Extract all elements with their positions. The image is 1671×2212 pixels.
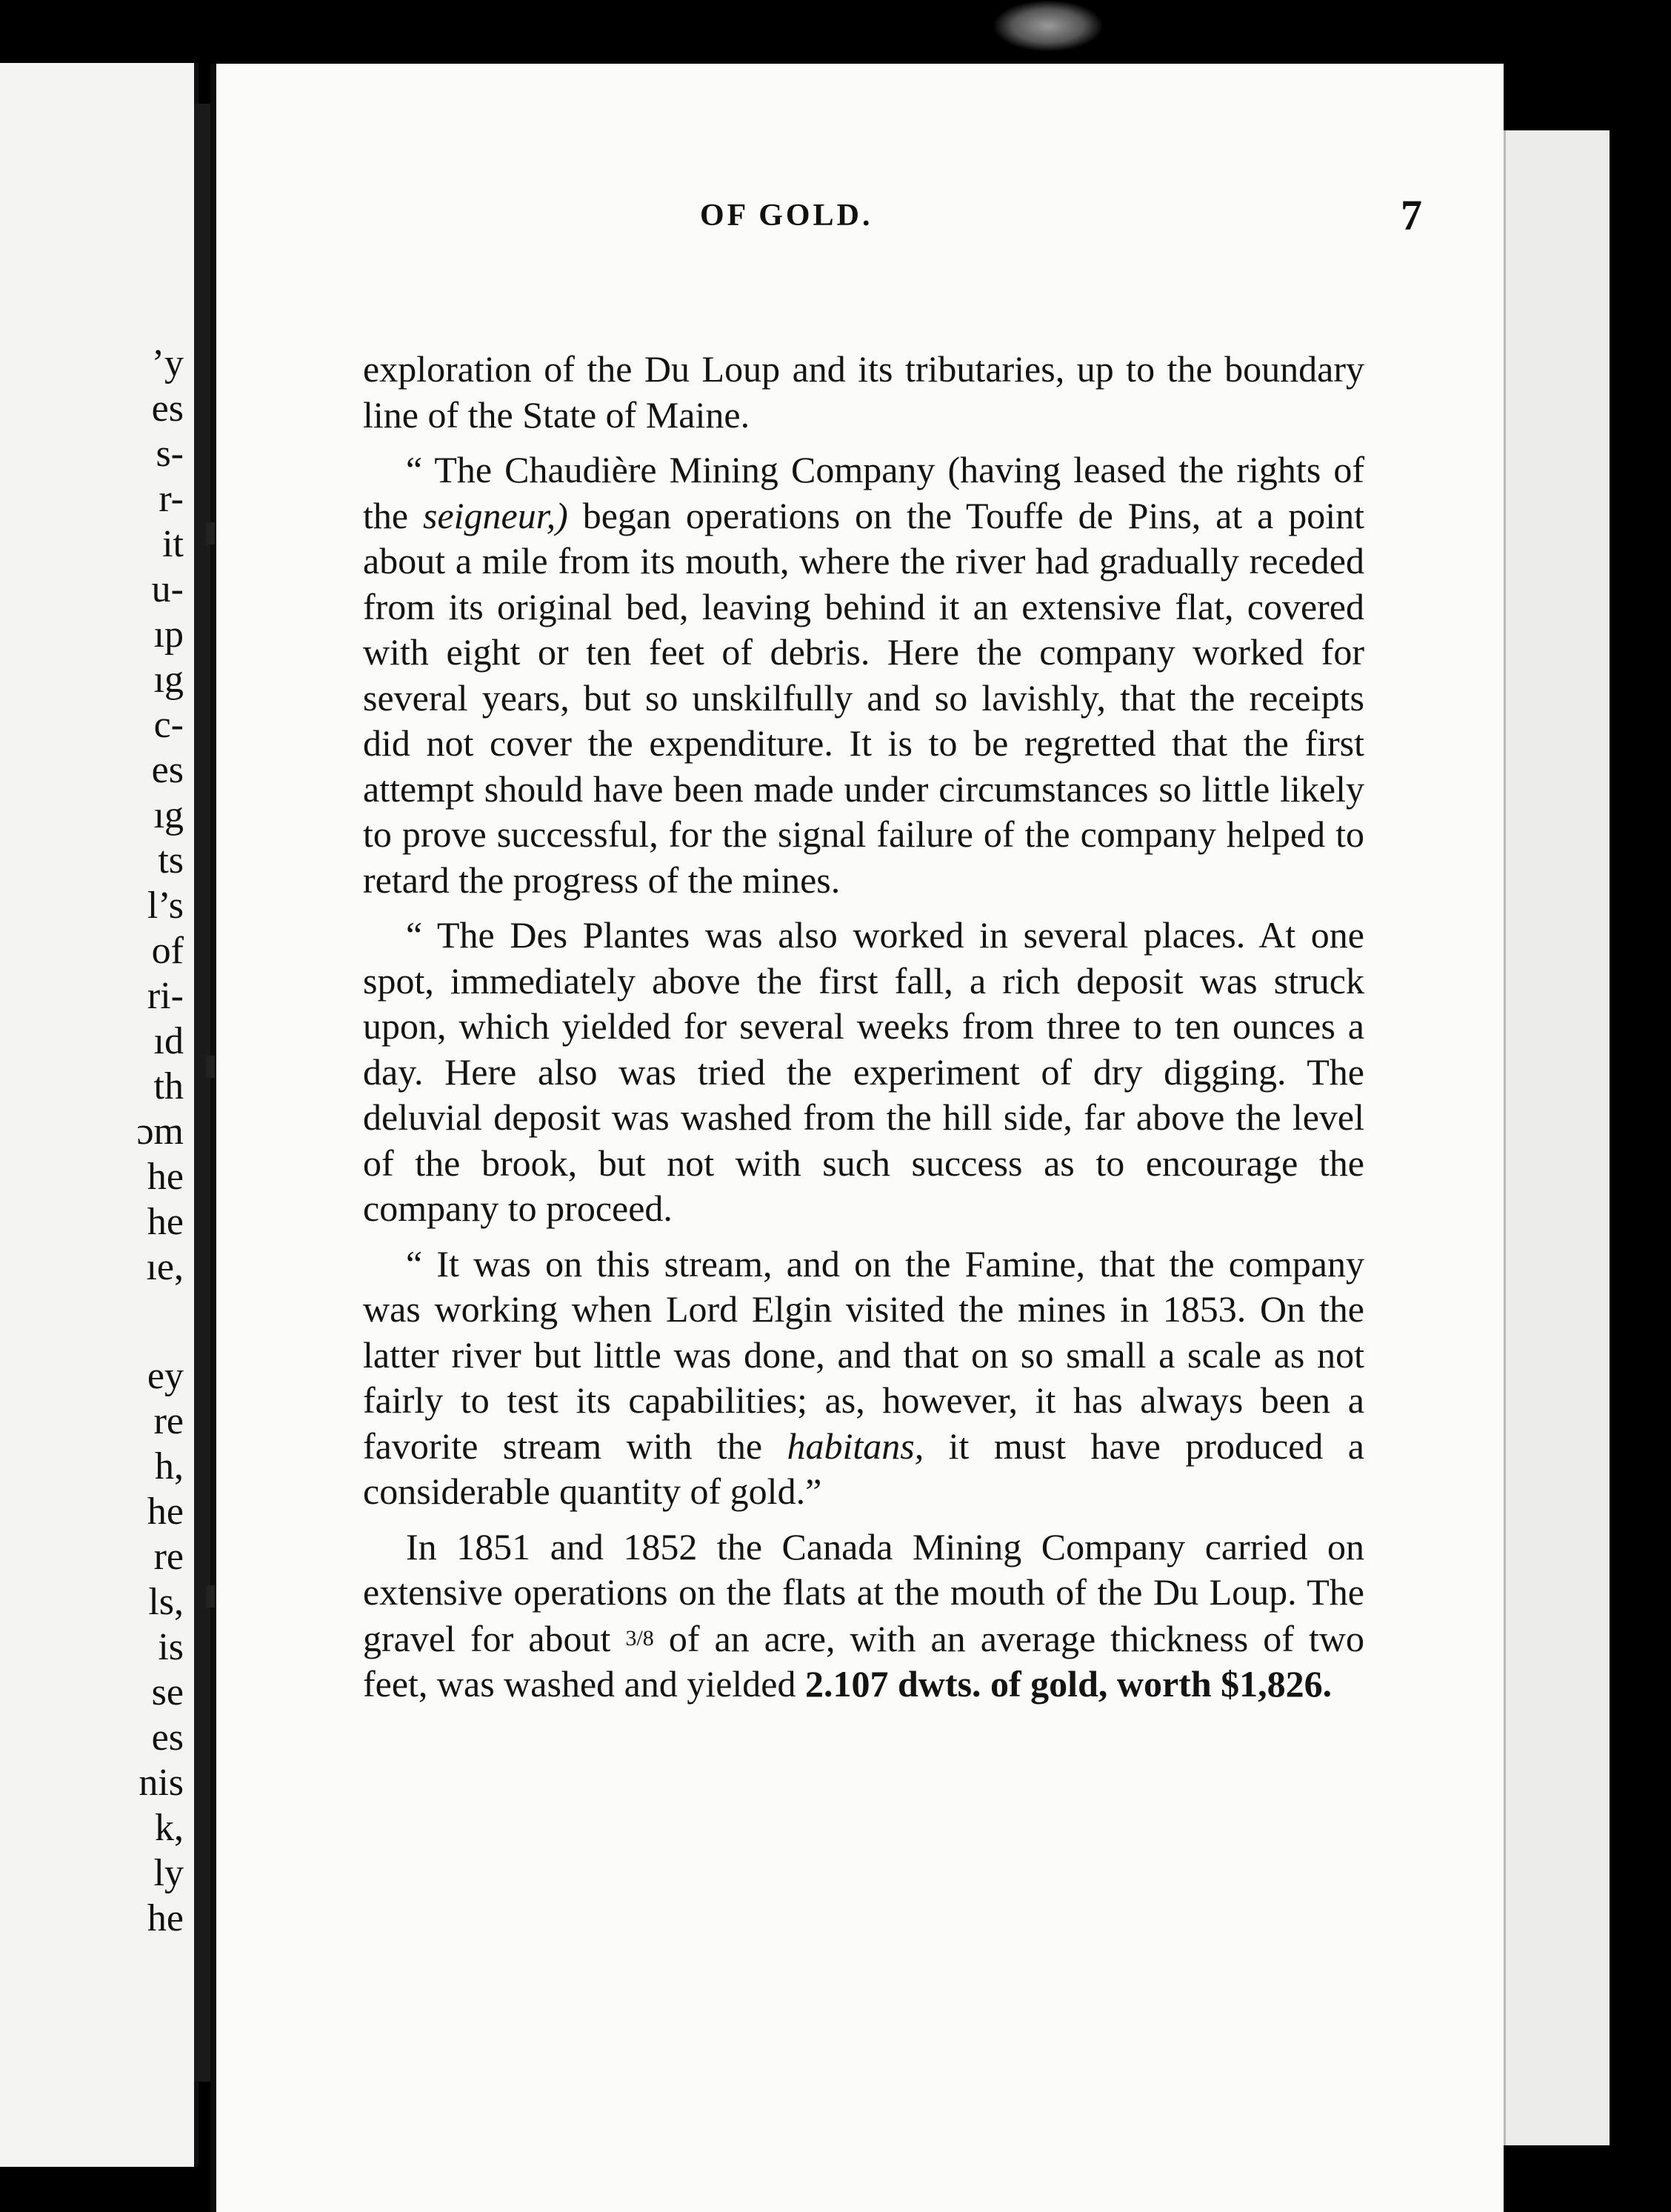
left-fragment: he <box>147 1490 184 1533</box>
paragraph-2-rest: began operations on the Touffe de Pins, at a point about a mile from its mouth, where the river had gradually receded from its original bed, leaving behind it an extensive flat, covered with eight or ten feet of debris. Here the company worked for several years, but so unskilfully and so lavishly, that the receipts did not cover the expenditure. It is to be regretted that the first attempt should have been made under circumstances so little likely to prove successful, for the signal failure of the company helped to retard the progress of the mines. <box>363 494 1365 901</box>
paragraph-4 <box>363 1242 1364 1515</box>
left-fragment: ’y <box>151 342 184 384</box>
left-fragment: ıe, <box>146 1246 184 1288</box>
left-fragment: he <box>147 1156 184 1198</box>
page-number: 7 <box>1401 191 1422 239</box>
left-fragment: ıg <box>153 794 184 836</box>
paragraph-4-text: “ It was on this stream, and on the Famine, that the company was working when Lord Elgin visited the mines in 1853. On the latter river but little was done, and that on so small a scale as not fairly to test its capabilities; as, however, it has always been a favorite stream with the <box>363 1242 1364 1467</box>
left-fragment: k, <box>155 1807 184 1849</box>
paragraph-4-italic: habitans, <box>787 1425 924 1467</box>
binding-mark <box>206 1056 215 1078</box>
left-fragment: of <box>151 930 184 972</box>
left-fragment: h, <box>155 1445 184 1488</box>
left-fragment: it <box>162 523 184 565</box>
paragraph-5-text: In 1851 and 1852 the Canada Mining Company carried on extensive operations on the flats at the mouth of the Du Loup. The gravel for about <box>363 1525 1364 1659</box>
page-edge <box>1504 130 1610 2145</box>
left-fragment: ly <box>153 1852 184 1894</box>
left-fragment: he <box>147 1201 184 1243</box>
left-fragment: he <box>147 1897 184 1939</box>
left-fragment: ɔm <box>136 1110 184 1153</box>
paragraph-2-text: “ The Chaudière Mining Company (having leased the rights of the <box>363 449 1364 536</box>
paragraph-5-mid: of an acre, with an average thickness of two feet, was washed and yielded <box>363 1617 1365 1705</box>
left-fragment: u- <box>151 568 184 610</box>
book-gutter <box>194 104 210 2082</box>
left-fragment: ls, <box>148 1581 184 1623</box>
binding-mark <box>206 1585 215 1608</box>
left-fragment <box>136 1290 184 1353</box>
left-fragment: ey <box>147 1355 184 1397</box>
left-page-fragments <box>136 341 184 1941</box>
paragraph-4-rest: it must have produced a considerable quantity of gold.” <box>363 1425 1364 1512</box>
left-fragment: c- <box>153 704 184 746</box>
left-fragment: es <box>151 1716 184 1759</box>
paragraph-3 <box>363 913 1364 1232</box>
left-fragment: ri- <box>147 975 184 1017</box>
left-fragment: es <box>151 387 184 430</box>
paragraph-5-bold: 2.107 dwts. of gold, worth $1,826. <box>805 1663 1333 1705</box>
text-body <box>363 347 1364 1717</box>
left-fragment: ıd <box>153 1020 184 1062</box>
left-fragment: re <box>153 1400 184 1442</box>
left-fragment: l’s <box>147 885 184 927</box>
running-head <box>518 190 1459 250</box>
paragraph-2-italic: seigneur,) <box>422 494 568 536</box>
running-title: OF GOLD. <box>700 199 873 233</box>
paragraph-1-text: exploration of the Du Loup and its tributaries, up to the boundary line of the State of Maine. <box>363 348 1364 436</box>
left-fragment: r- <box>159 478 184 520</box>
left-fragment: th <box>153 1065 184 1107</box>
left-fragment: nis <box>139 1762 184 1804</box>
left-fragment: ıg <box>153 659 184 701</box>
paragraph-5 <box>363 1525 1364 1708</box>
paragraph-3-text: “ The Des Plantes was also worked in several places. At one spot, immediately above the first fall, a rich deposit was struck upon, which yielded for several weeks from three to ten ounces a day. Here also was tried the experiment of dry digging. The deluvial deposit was washed from the hill side, far above the level of the brook, but not with such success as to encourage the company to proceed. <box>363 914 1364 1229</box>
left-fragment: s- <box>156 433 184 475</box>
left-fragment: is <box>158 1626 184 1668</box>
paragraph-1 <box>363 347 1364 438</box>
paragraph-2 <box>363 447 1364 903</box>
left-fragment: ts <box>158 839 184 882</box>
left-fragment: es <box>151 749 184 791</box>
left-facing-page <box>0 63 199 2167</box>
binding-mark <box>206 522 215 544</box>
scan-speck <box>993 0 1104 52</box>
fraction: 3/8 <box>625 1625 654 1650</box>
left-fragment: se <box>151 1671 184 1713</box>
left-fragment: ıp <box>153 613 184 656</box>
left-fragment: re <box>153 1536 184 1578</box>
